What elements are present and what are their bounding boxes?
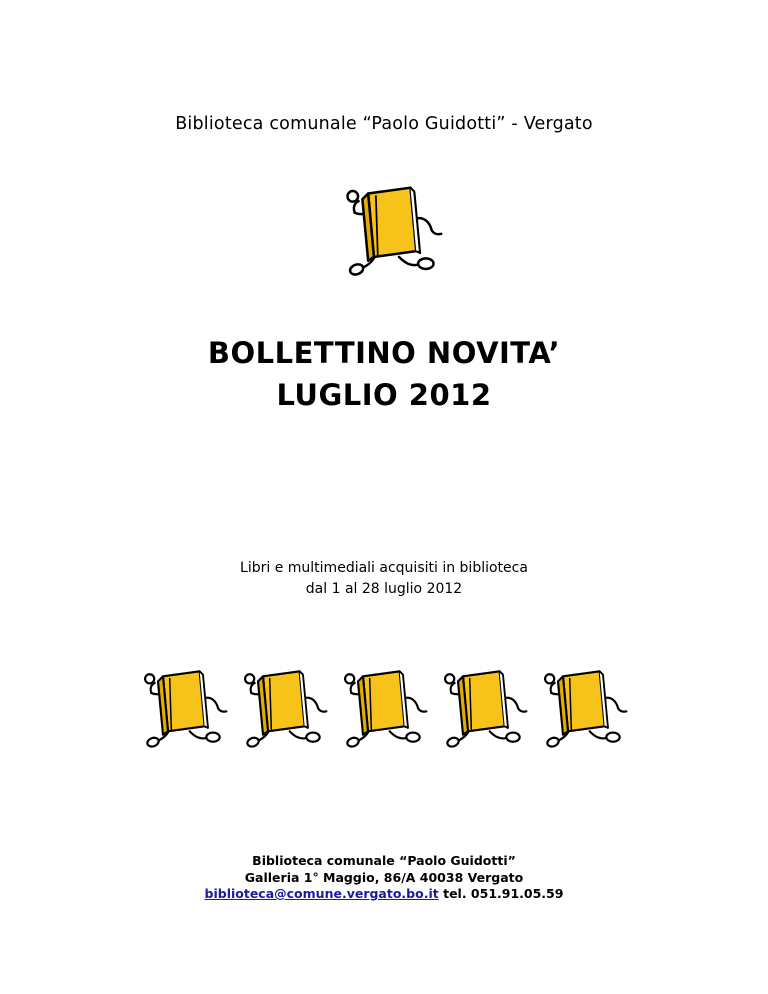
mascot-row xyxy=(138,658,638,758)
subtitle-line-1: Libri e multimediali acquisiti in biblioteca xyxy=(240,560,528,576)
title-line-2: LUGLIO 2012 xyxy=(276,378,492,412)
running-book-icon xyxy=(339,180,455,280)
email-link[interactable]: biblioteca@comune.vergato.bo.it xyxy=(204,886,439,901)
running-book-icon xyxy=(238,658,338,758)
running-book-icon xyxy=(138,658,238,758)
title-line-1: BOLLETTINO NOVITA’ xyxy=(207,336,561,370)
running-book-icon xyxy=(338,658,438,758)
footer-contacts xyxy=(0,886,768,903)
contact-footer xyxy=(0,853,768,903)
footer-address: Galleria 1° Maggio, 86/A 40038 Vergato xyxy=(244,869,524,885)
bulletin-title xyxy=(0,332,768,416)
footer-library-name: Biblioteca comunale “Paolo Guidotti” xyxy=(252,853,516,868)
library-header: Biblioteca comunale “Paolo Guidotti” - Vergato xyxy=(175,114,593,134)
bulletin-subtitle xyxy=(0,558,768,600)
running-book-icon xyxy=(438,658,538,758)
footer-phone: tel. 051.91.05.59 xyxy=(443,886,564,901)
running-book-icon xyxy=(538,658,638,758)
subtitle-line-2: dal 1 al 28 luglio 2012 xyxy=(305,581,463,597)
